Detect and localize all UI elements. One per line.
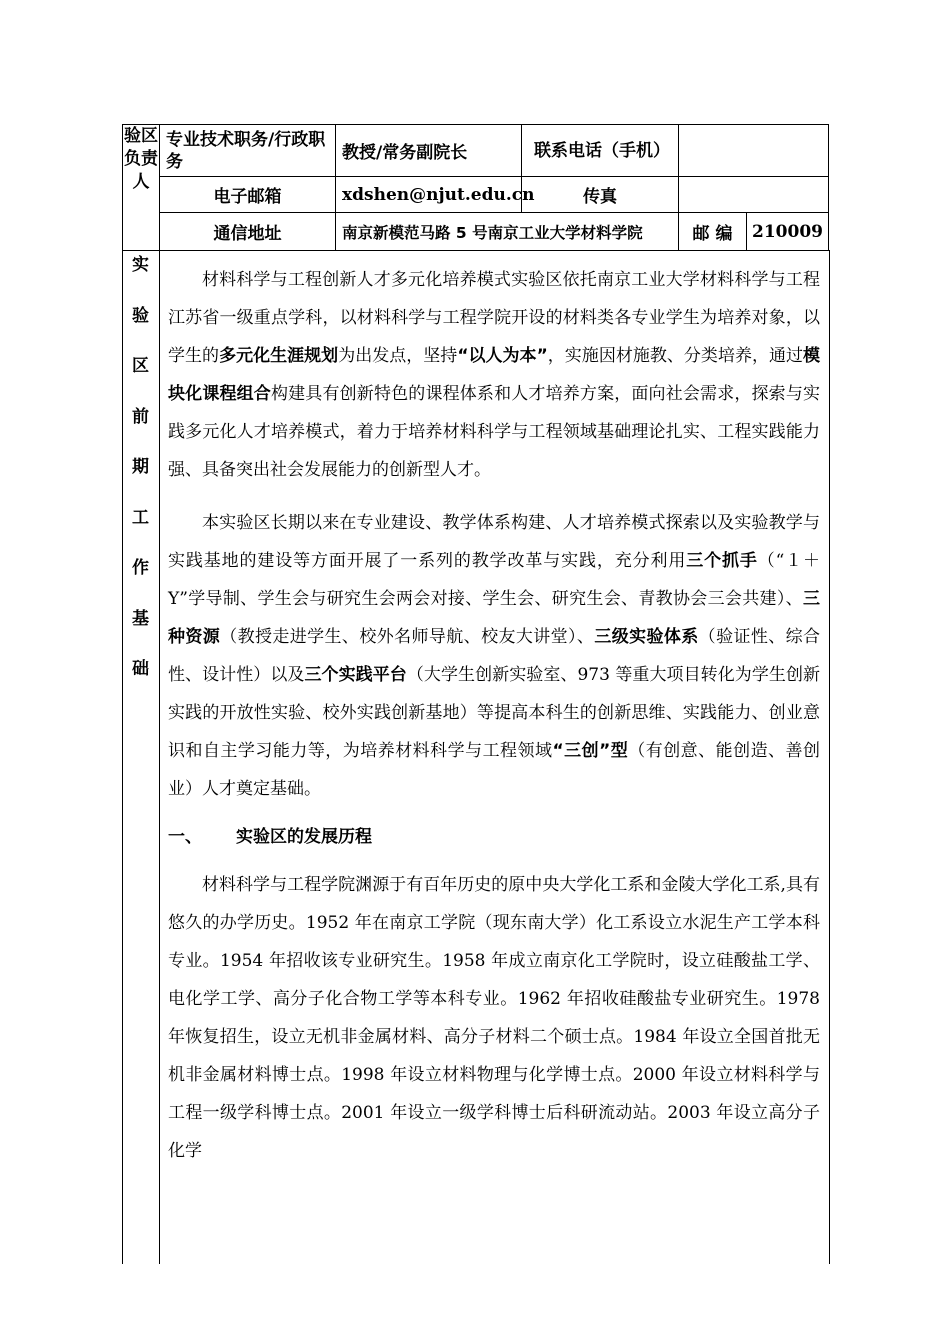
email-value: xdshen@njut.edu.cn [336,177,522,213]
postcode-label: 邮 编 [679,213,747,251]
phone-value [679,125,829,177]
address-value: 南京新模范马路 5 号南京工业大学材料学院 [336,213,679,251]
side-label-leader: 验区负责人 [123,125,160,251]
side-char: 验 [132,305,149,326]
side-char: 工 [132,507,149,528]
side-char: 区 [132,356,149,376]
address-label: 通信地址 [160,213,336,251]
side-char: 前 [132,406,149,427]
contact-info-table [122,124,829,251]
phone-label: 联系电话（手机） [522,125,679,177]
side-char: 基 [132,608,149,629]
email-label: 电子邮箱 [160,177,336,213]
side-char: 期 [132,457,149,477]
section-heading [168,821,820,853]
postcode-value: 210009 [747,213,829,251]
section-divider [159,250,160,1264]
paragraph-overview: 材料科学与工程创新人才多元化培养模式实验区依托南京工业大学材料科学与工程江苏省一级重点学科，以材料科学与工程学院开设的材料类各专业学生为培养对象，以学生的多元化生涯规划为出发点，坚持“以人为本”，实施因材施教、分类培养，通过模块化课程组合构建具有创新特色的课程体系和人才培养方案，面向社会需求，探索与实践多元化人才培养模式，着力于培养材料科学与工程领域基础理论扎实、工程实践能力强、具备突出社会发展能力的创新型人才。 [168,270,821,480]
heading-text: 实验区的发展历程 [236,827,372,847]
section-content [168,261,820,1170]
paragraph-history: 材料科学与工程学院渊源于有百年历史的原中央大学化工系和金陵大学化工系,具有悠久的办学历史。1952 年在南京工学院（现东南大学）化工系设立水泥生产工学本科专业。1954 年招收该专业研究生。1958 年成立南京化工学院时，设立硅酸盐工学、电化学工学、高分子化合物工学等本科专业。1962 年招收硅酸盐专业研究生。1978 年恢复招生，设立无机非金属材料、高分子材料二个硕士点。1984 年设立全国首批无机非金属材料博士点。1998 年设立材料物理与化学博士点。2000 年设立材料科学与工程一级学科博士点。2001 年设立一级学科博士后科研流动站。2003 年设立高分子化学 [168,875,820,1161]
side-char: 础 [132,659,149,679]
side-char: 作 [132,558,149,578]
side-char: 实 [132,255,149,275]
paragraph-practice: 本实验区长期以来在专业建设、教学体系构建、人才培养模式探索以及实验教学与实践基地的建设等方面开展了一系列的教学改革与实践，充分利用三个抓手（“１＋Y”学导制、学生会与研究生会两会对接、学生会、研究生会、青教协会三会共建）、三种资源（教授走进学生、校外名师导航、校友大讲堂）、三级实验体系（验证性、综合性、设计性）以及三个实践平台（大学生创新实验室、973 等重大项目转化为学生创新实践的开放性实验、校外实践创新基地）等提高本科生的创新思维、实践能力、创业意识和自主学习能力等，为培养材料科学与工程领域“三创”型（有创意、能创造、善创业）人才奠定基础。 [168,513,821,799]
title-value: 教授/常务副院长 [336,125,522,177]
fax-value [679,177,829,213]
side-label-section [122,248,159,703]
title-label: 专业技术职务/行政职务 [160,125,336,177]
fax-label: 传真 [522,177,679,213]
heading-number: 一、 [168,827,202,847]
